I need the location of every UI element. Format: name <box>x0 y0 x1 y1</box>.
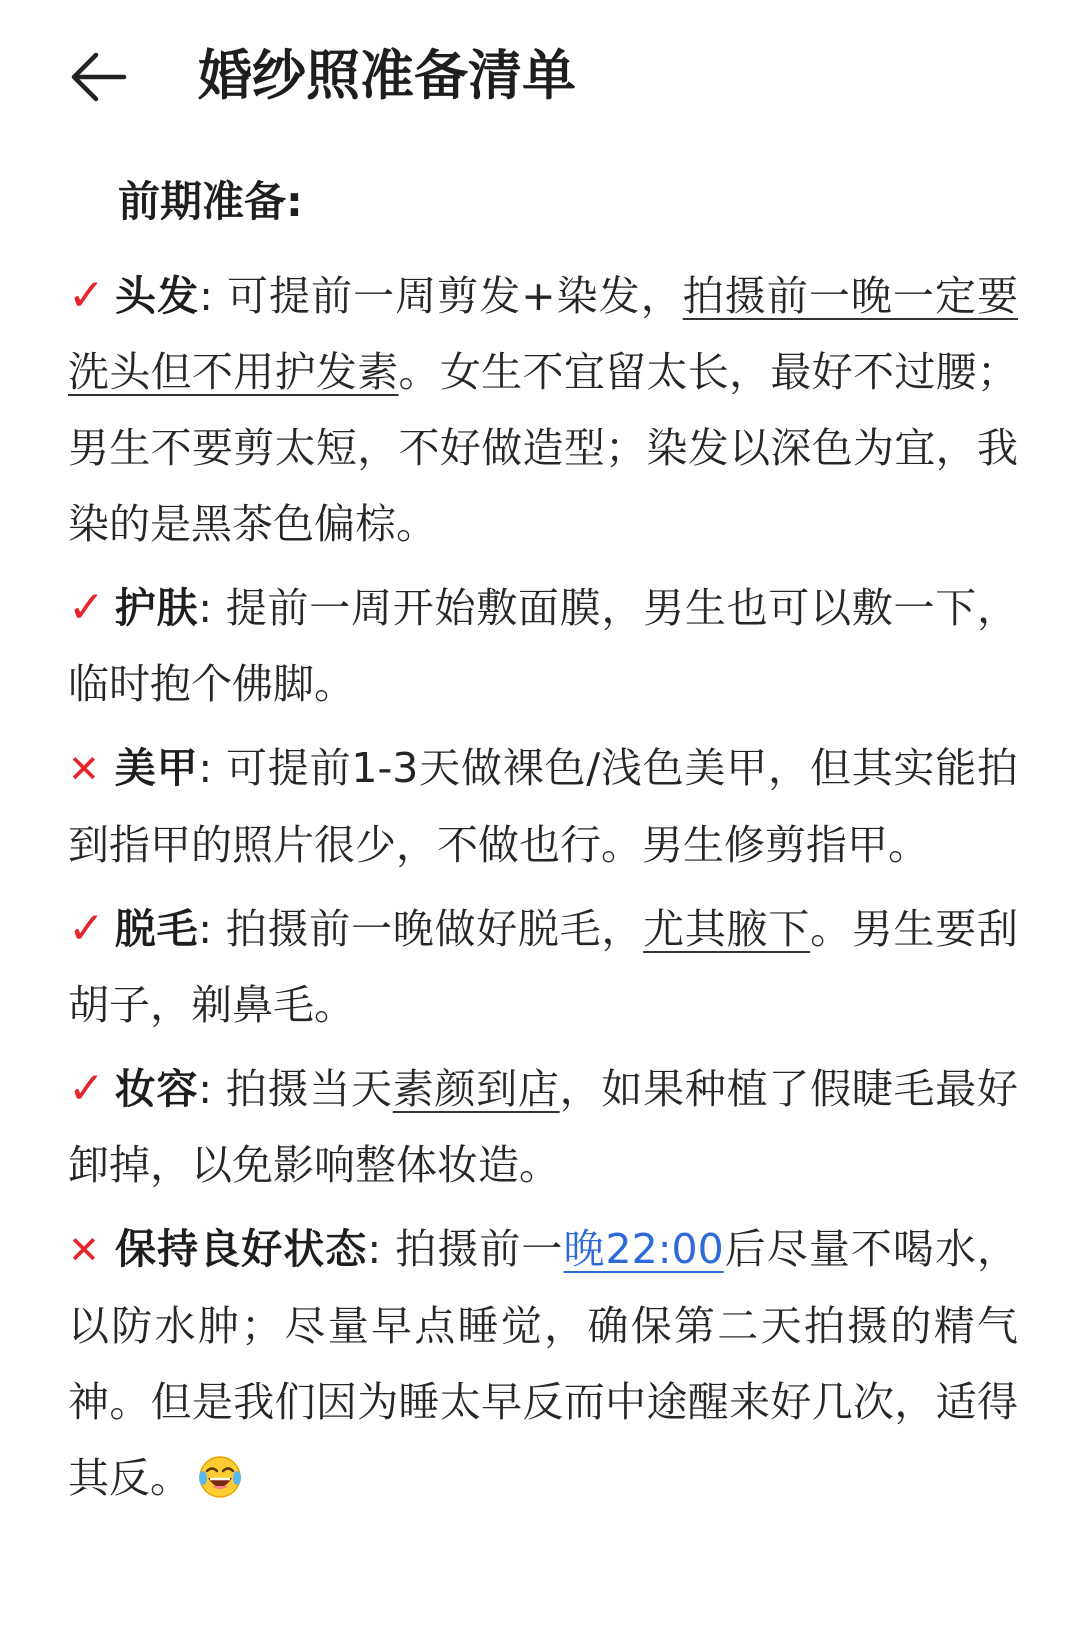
time-link[interactable]: 晚22:00 <box>563 1225 724 1273</box>
cross-mark-icon: ✕ <box>68 1228 100 1272</box>
item-title: 保持良好状态 <box>114 1225 368 1273</box>
underlined-text: 素颜到店 <box>392 1065 560 1113</box>
item-separator: : <box>198 905 226 953</box>
item-title: 美甲 <box>114 744 199 792</box>
item-text: 。男生要刮胡子，剃鼻毛。 <box>68 905 1019 1029</box>
item-text: 拍摄当天 <box>225 1065 393 1113</box>
list-item-hair <box>68 258 1018 562</box>
item-text: ，如果种植了假睫毛最好卸掉，以免影响整体妆造。 <box>68 1065 1019 1189</box>
check-mark-icon: ✓ <box>68 903 105 954</box>
top-bar <box>0 0 1080 160</box>
item-text: 提前一周开始敷面膜，男生也可以敷一下，临时抱个佛脚。 <box>68 584 1019 708</box>
page-title: 婚纱照准备清单 <box>198 44 576 107</box>
tears-of-joy-emoji-icon <box>197 1454 243 1500</box>
item-title: 脱毛 <box>114 905 199 953</box>
item-title: 妆容 <box>114 1065 199 1113</box>
item-separator: : <box>198 744 227 792</box>
section-heading: 前期准备: <box>118 177 303 226</box>
note-body <box>68 172 1018 1524</box>
back-arrow-icon[interactable] <box>66 46 128 108</box>
item-separator: : <box>198 584 226 632</box>
item-title: 头发 <box>114 272 200 320</box>
item-text: 拍摄前一晚做好脱毛， <box>225 905 644 953</box>
item-text: 可提前一周剪发+染发， <box>227 272 683 320</box>
item-text: 可提前1-3天做裸色/浅色美甲，但其实能拍到指甲的照片很少，不做也行。男生修剪指甲。 <box>68 744 1018 869</box>
list-item-hair-removal <box>68 891 1018 1043</box>
list-item-manicure <box>68 730 1018 883</box>
underlined-text: 尤其腋下 <box>643 905 811 953</box>
item-text: 。女生不宜留太长，最好不过腰；男生不要剪太短，不好做造型；染发以深色为宜，我染的是黑茶色偏棕。 <box>68 348 1018 548</box>
item-separator: : <box>367 1225 396 1273</box>
item-text: 拍摄前一 <box>395 1225 564 1273</box>
item-title: 护肤 <box>114 584 199 632</box>
cross-mark-icon: ✕ <box>68 747 100 791</box>
item-separator: : <box>199 272 227 320</box>
list-item-good-condition <box>68 1211 1018 1516</box>
check-mark-icon: ✓ <box>68 582 105 633</box>
item-text: 后尽量不喝水，以防水肿；尽量早点睡觉，确保第二天拍摄的精气神。但是我们因为睡太早反而中途醒来好几次，适得其反。 <box>68 1225 1019 1502</box>
underlined-text: 拍摄前一晚一定要洗头但不用护发素 <box>68 272 1018 396</box>
item-separator: : <box>198 1065 226 1113</box>
list-item-skincare <box>68 570 1018 722</box>
check-mark-icon: ✓ <box>68 270 105 321</box>
check-mark-icon: ✓ <box>68 1063 105 1114</box>
list-item-makeup <box>68 1051 1018 1203</box>
